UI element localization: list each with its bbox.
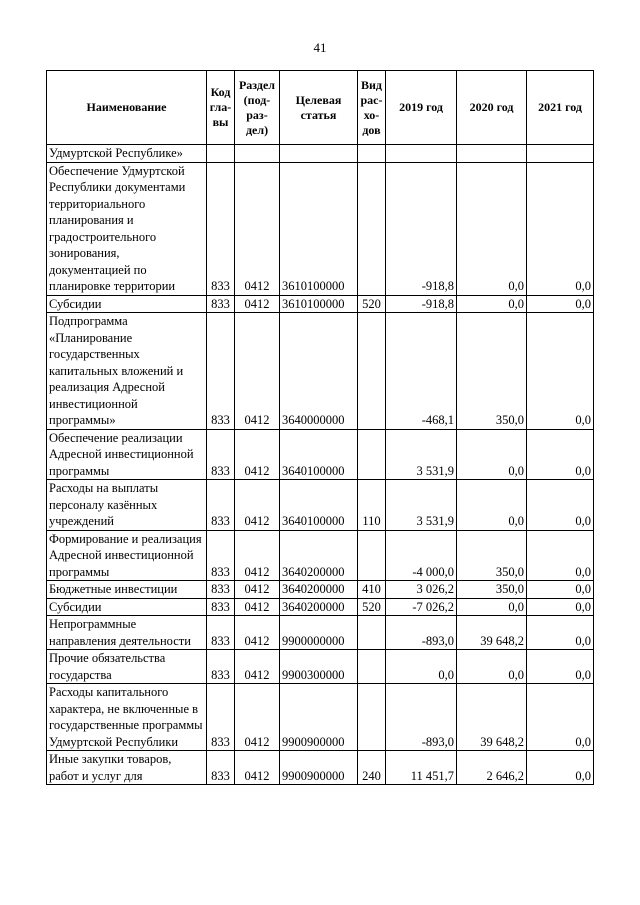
row-2021 — [527, 145, 594, 163]
row-type — [358, 313, 386, 430]
row-type — [358, 429, 386, 480]
row-2019: 11 451,7 — [386, 751, 457, 785]
row-code: 833 — [207, 480, 235, 531]
row-section: 0412 — [235, 295, 280, 313]
row-code: 833 — [207, 530, 235, 581]
row-target: 3640000000 — [280, 313, 358, 430]
header-code: Код гла-вы — [207, 71, 235, 145]
row-2019: -4 000,0 — [386, 530, 457, 581]
row-2019 — [386, 145, 457, 163]
row-name: Бюджетные инвестиции — [47, 581, 207, 599]
row-target: 9900900000 — [280, 751, 358, 785]
table-row — [47, 295, 594, 313]
row-2019: -918,8 — [386, 162, 457, 295]
header-section: Раздел (под-раз-дел) — [235, 71, 280, 145]
row-2020: 0,0 — [457, 480, 527, 531]
row-name: Непрограммные направления деятельности — [47, 616, 207, 650]
row-target: 3640100000 — [280, 429, 358, 480]
row-code: 833 — [207, 751, 235, 785]
row-section: 0412 — [235, 650, 280, 684]
row-2020: 350,0 — [457, 530, 527, 581]
row-name: Субсидии — [47, 295, 207, 313]
row-target: 9900300000 — [280, 650, 358, 684]
row-section: 0412 — [235, 162, 280, 295]
row-2019: -893,0 — [386, 616, 457, 650]
row-type — [358, 145, 386, 163]
row-target: 3610100000 — [280, 295, 358, 313]
table-row — [47, 598, 594, 616]
row-section: 0412 — [235, 530, 280, 581]
row-target: 9900900000 — [280, 684, 358, 751]
row-code: 833 — [207, 313, 235, 430]
table-row — [47, 429, 594, 480]
row-2020: 350,0 — [457, 313, 527, 430]
table-row — [47, 684, 594, 751]
row-2019: 0,0 — [386, 650, 457, 684]
row-2021: 0,0 — [527, 650, 594, 684]
row-2019: -918,8 — [386, 295, 457, 313]
row-code: 833 — [207, 616, 235, 650]
row-name: Иные закупки товаров, работ и услуг для — [47, 751, 207, 785]
row-name: Обеспечение реализации Адресной инвестиционной программы — [47, 429, 207, 480]
row-name: Удмуртской Республике» — [47, 145, 207, 163]
header-row — [47, 71, 594, 145]
row-section — [235, 145, 280, 163]
row-2020: 2 646,2 — [457, 751, 527, 785]
row-type: 110 — [358, 480, 386, 531]
row-target: 3640100000 — [280, 480, 358, 531]
row-2019: 3 026,2 — [386, 581, 457, 599]
row-code: 833 — [207, 650, 235, 684]
row-2019: 3 531,9 — [386, 429, 457, 480]
row-type — [358, 530, 386, 581]
row-2021: 0,0 — [527, 684, 594, 751]
row-2020: 0,0 — [457, 162, 527, 295]
row-2020: 0,0 — [457, 429, 527, 480]
row-2019: 3 531,9 — [386, 480, 457, 531]
table-row — [47, 581, 594, 599]
row-section: 0412 — [235, 751, 280, 785]
row-2021: 0,0 — [527, 751, 594, 785]
row-type — [358, 650, 386, 684]
header-2020: 2020 год — [457, 71, 527, 145]
header-2019: 2019 год — [386, 71, 457, 145]
row-name: Прочие обязательства государства — [47, 650, 207, 684]
row-2019: -7 026,2 — [386, 598, 457, 616]
row-2019: -468,1 — [386, 313, 457, 430]
table-row — [47, 751, 594, 785]
row-code — [207, 145, 235, 163]
row-2020: 350,0 — [457, 581, 527, 599]
header-target: Целевая статья — [280, 71, 358, 145]
row-name: Формирование и реализация Адресной инвестиционной программы — [47, 530, 207, 581]
row-target: 3640200000 — [280, 581, 358, 599]
row-target: 3610100000 — [280, 162, 358, 295]
row-2020: 0,0 — [457, 295, 527, 313]
row-section: 0412 — [235, 480, 280, 531]
row-section: 0412 — [235, 429, 280, 480]
page-number: 41 — [313, 40, 327, 55]
row-2021: 0,0 — [527, 162, 594, 295]
row-section: 0412 — [235, 598, 280, 616]
row-code: 833 — [207, 598, 235, 616]
budget-table — [46, 70, 594, 785]
table-row — [47, 650, 594, 684]
row-2021: 0,0 — [527, 313, 594, 430]
row-2021: 0,0 — [527, 616, 594, 650]
row-2020: 39 648,2 — [457, 616, 527, 650]
row-section: 0412 — [235, 616, 280, 650]
row-type: 520 — [358, 295, 386, 313]
row-2021: 0,0 — [527, 480, 594, 531]
row-section: 0412 — [235, 581, 280, 599]
row-name: Субсидии — [47, 598, 207, 616]
header-2021: 2021 год — [527, 71, 594, 145]
row-type: 240 — [358, 751, 386, 785]
row-name: Расходы на выплаты персоналу казённых учреждений — [47, 480, 207, 531]
row-type — [358, 684, 386, 751]
header-name: Наименование — [47, 71, 207, 145]
row-code: 833 — [207, 429, 235, 480]
row-section: 0412 — [235, 684, 280, 751]
row-2021: 0,0 — [527, 530, 594, 581]
row-type: 520 — [358, 598, 386, 616]
table-row — [47, 313, 594, 430]
row-2020 — [457, 145, 527, 163]
row-2020: 39 648,2 — [457, 684, 527, 751]
row-2021: 0,0 — [527, 429, 594, 480]
row-2019: -893,0 — [386, 684, 457, 751]
table-row — [47, 616, 594, 650]
row-section: 0412 — [235, 313, 280, 430]
row-name: Обеспечение Удмуртской Республики документами территориального планирования и градостроительного зонирования, документацией по планировке территории — [47, 162, 207, 295]
row-target: 9900000000 — [280, 616, 358, 650]
row-target: 3640200000 — [280, 598, 358, 616]
row-code: 833 — [207, 295, 235, 313]
row-code: 833 — [207, 581, 235, 599]
row-type — [358, 162, 386, 295]
row-type: 410 — [358, 581, 386, 599]
row-2021: 0,0 — [527, 295, 594, 313]
row-target — [280, 145, 358, 163]
table-row — [47, 162, 594, 295]
row-target: 3640200000 — [280, 530, 358, 581]
row-2020: 0,0 — [457, 650, 527, 684]
table-row — [47, 480, 594, 531]
row-name: Подпрограмма «Планирование государственных капитальных вложений и реализация Адресной инвестиционной программы» — [47, 313, 207, 430]
row-code: 833 — [207, 162, 235, 295]
row-2020: 0,0 — [457, 598, 527, 616]
row-2021: 0,0 — [527, 598, 594, 616]
row-name: Расходы капитального характера, не включенные в государственные программы Удмуртской Республики — [47, 684, 207, 751]
row-2021: 0,0 — [527, 581, 594, 599]
row-type — [358, 616, 386, 650]
row-code: 833 — [207, 684, 235, 751]
table-row — [47, 145, 594, 163]
header-type: Вид рас-хо-дов — [358, 71, 386, 145]
table-row — [47, 530, 594, 581]
